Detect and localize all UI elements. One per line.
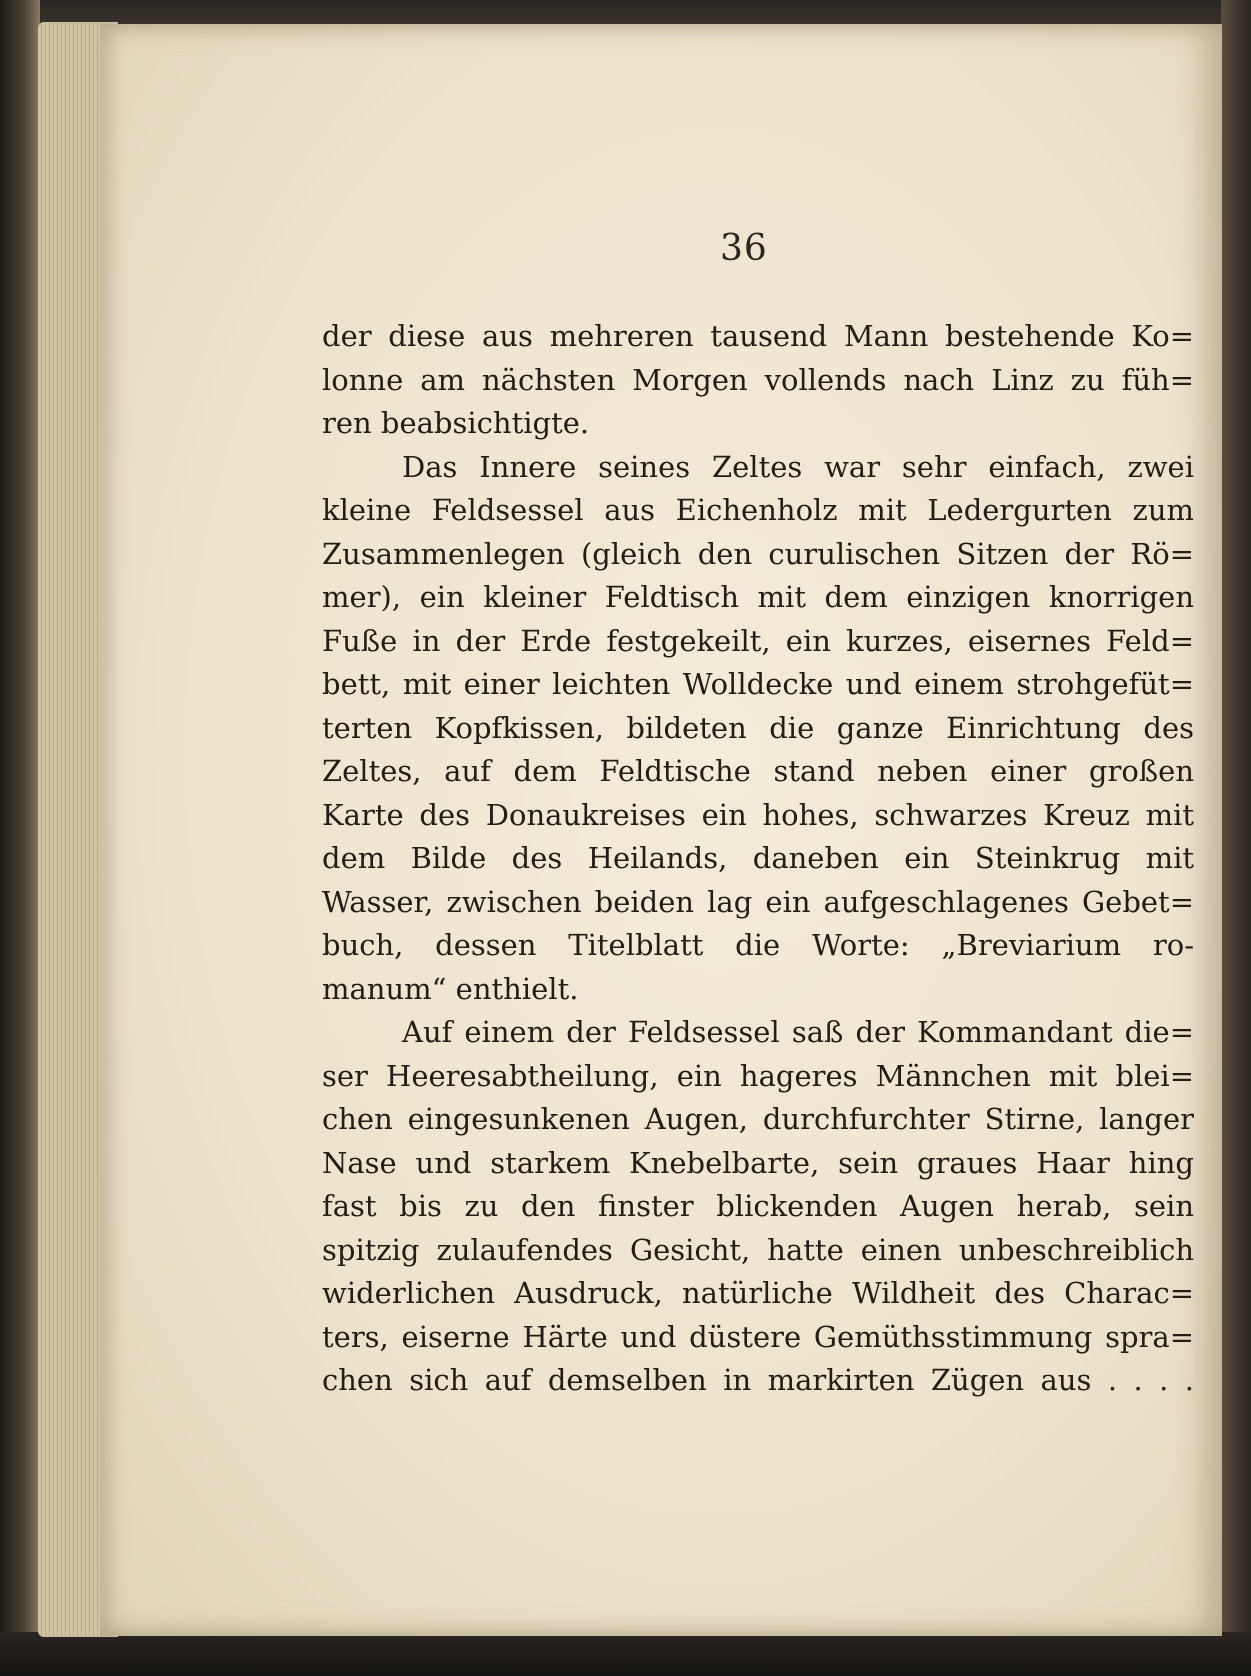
text-line: chen eingesunkenen Augen, durchfurchter Stirne, langer <box>322 1102 1194 1136</box>
book-cover-left <box>0 0 40 1676</box>
text-line: Wasser, zwischen beiden lag ein aufgeschlagenes Gebet= <box>322 884 1194 919</box>
text-line: Das Innere seines Zeltes war sehr einfach, zwei <box>402 449 1194 484</box>
text-line: widerlichen Ausdruck, natürliche Wildheit des Charac= <box>322 1276 1194 1310</box>
text-line: fast bis zu den finster blickenden Augen herab, sein <box>322 1189 1194 1223</box>
text-line: manum“ enthielt. <box>322 971 579 1006</box>
text-line: Karte des Donaukreises ein hohes, schwarzes Kreuz mit <box>322 797 1194 832</box>
text-line: ser Heeresabtheilung, ein hageres Männchen mit blei= <box>322 1058 1194 1093</box>
text-line: dem Bilde des Heilands, daneben ein Steinkrug mit <box>322 841 1194 875</box>
text-line: Zusammenlegen (gleich den curulischen Sitzen der Rö= <box>322 536 1194 571</box>
body-text <box>322 315 1194 1403</box>
paragraph-3 <box>322 1011 1194 1403</box>
text-line: kleine Feldsessel aus Eichenholz mit Ledergurten zum <box>322 493 1194 527</box>
text-line: chen sich auf demselben in markirten Zügen aus . . . . <box>322 1363 1194 1397</box>
text-line: Zeltes, auf dem Feldtische stand neben einer großen <box>322 754 1194 788</box>
text-line: terten Kopfkissen, bildeten die ganze Einrichtung des <box>322 710 1194 745</box>
text-line: bett, mit einer leichten Wolldecke und einem strohgefüt= <box>322 667 1194 701</box>
text-line: Auf einem der Feldsessel saß der Kommandant die= <box>402 1015 1194 1049</box>
text-line: Nase und starkem Knebelbarte, sein graues Haar hing <box>322 1145 1194 1180</box>
book-cover-right <box>1221 0 1251 1676</box>
text-line: mer), ein kleiner Feldtisch mit dem einzigen knorrigen <box>322 580 1194 614</box>
text-line: spitzig zulaufendes Gesicht, hatte einen unbeschreiblich <box>322 1232 1194 1267</box>
text-line: buch, dessen Titelblatt die Worte: „Breviarium ro- <box>322 928 1194 962</box>
paragraph-1 <box>322 315 1194 446</box>
text-line: ters, eiserne Härte und düstere Gemüthsstimmung spra= <box>322 1319 1194 1354</box>
paragraph-2 <box>322 446 1194 1012</box>
text-line: lonne am nächsten Morgen vollends nach Linz zu füh= <box>322 362 1194 397</box>
text-line: der diese aus mehreren tausend Mann bestehende Ko= <box>322 319 1194 353</box>
page-number: 36 <box>720 228 768 269</box>
text-line: ren beabsichtigte. <box>322 406 590 440</box>
book-cover-bottom <box>0 1632 1251 1676</box>
text-line: Fuße in der Erde festgekeilt, ein kurzes, eisernes Feld= <box>322 623 1194 658</box>
